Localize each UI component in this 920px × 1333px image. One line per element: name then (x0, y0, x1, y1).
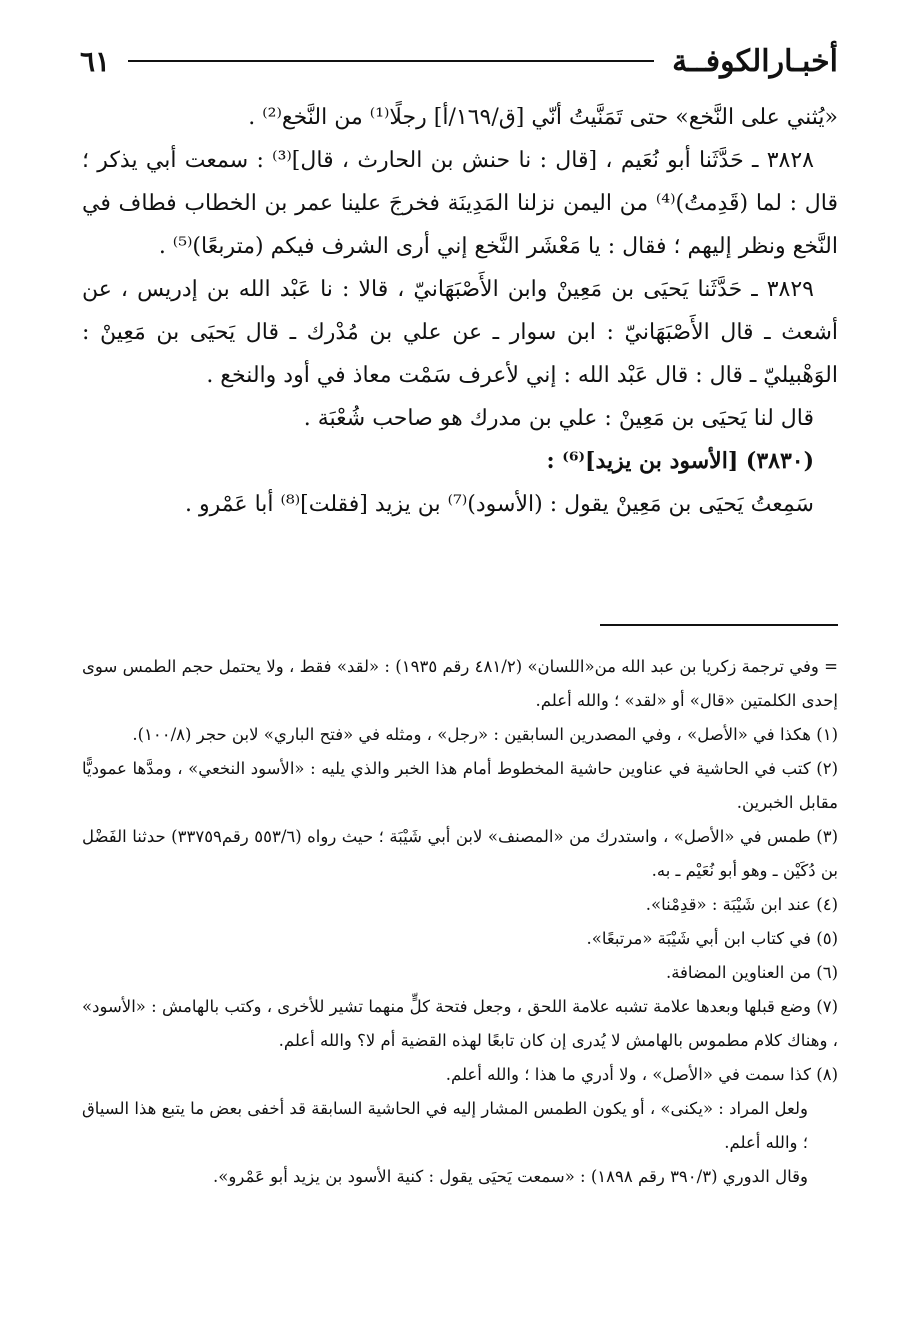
footnote: (٦) من العناوين المضافة. (665, 963, 838, 982)
footnote: (١) هكذا في «الأصل» ، وفي المصدرين السابقين : «رجل» ، ومثله في «فتح الباري» لابن حجر (١٠٠/٨). (132, 725, 838, 744)
footnote: (٧) وضع قبلها وبعدها علامة تشبه علامة اللحق ، وجعل فتحة كلٍّ منهما تشير للأخرى ، وكتب بالهامش : «الأسود» ، وهناك كلام مطموس بالهامش لا يُدرى إن كان تابعًا لهذه القضية أم لا؟ والله أعلم. (82, 997, 838, 1050)
hadith-3829: ٣٨٢٩ ـ حَدَّثَنا يَحيَى بن مَعِينْ وابن الأَصْبَهَانيّ ، قالا : نا عَبْد الله بن إدريس ، عن أشعث ـ قال الأَصْبَهَانيّ : ابن سوار ـ عن علي بن مُدْرك ـ قال يَحيَى بن مَعِينْ : الوَهْبيليّ ـ قال : قال عَبْد الله : إني لأعرف سَمْت معاذ في أود والنخع . (82, 277, 838, 388)
footnote-continuation: ولعل المراد : «يكنى» ، أو يكون الطمس المشار إليه في الحاشية السابقة قد أخفى بعض ما يتبع هذا السياق ؛ والله أعلم. (82, 1099, 808, 1152)
text-line: «يُثني على النَّخع» حتى تَمَنَّيتُ أنّي [ق/١٦٩/أ] رجلًا⁽¹⁾ من النَّخع⁽²⁾ . (248, 105, 838, 130)
section-heading: (٣٨٣٠) [الأسود بن يزيد]⁽⁶⁾ : (546, 448, 814, 474)
page-number: ٦١ (80, 44, 111, 78)
running-title: أخبـارالكوفــة (672, 43, 838, 79)
text-line: قال لنا يَحيَى بن مَعِينْ : علي بن مدرك هو صاحب شُعْبَة . (303, 406, 814, 431)
page-header (80, 38, 838, 84)
footnote: (٨) كذا سمت في «الأصل» ، ولا أدري ما هذا ؛ والله أعلم. (445, 1065, 838, 1084)
footnote: (٢) كتب في الحاشية في عناوين حاشية المخطوط أمام هذا الخبر والذي يليه : «الأسود النخعي» ، ومدَّها عموديًّا مقابل الخبرين. (82, 759, 838, 812)
footnote-continuation: = وفي ترجمة زكريا بن عبد الله من«اللسان» (٤٨١/٢ رقم ١٩٣٥) : «لقد» فقط ، ولا يحتمل حجم الطمس سوى إحدى الكلمتين «قال» أو «لقد» ؛ والله أعلم. (82, 657, 838, 710)
text-line: سَمِعتُ يَحيَى بن مَعِينْ يقول : (الأسود)⁽⁷⁾ بن يزيد [فقلت]⁽⁸⁾ أبا عَمْرو . (184, 492, 814, 517)
main-text (82, 96, 838, 526)
footnotes (82, 650, 838, 1194)
footnote-continuation: وقال الدوري (٣٩٠/٣ رقم ١٨٩٨) : «سمعت يَحيَى يقول : كنية الأسود بن يزيد أبو عَمْرو». (213, 1167, 808, 1186)
footnote: (٤) عند ابن شَيْبَة : «قدِمْنا». (645, 895, 838, 914)
footnote-separator (600, 624, 838, 626)
hadith-3828: ٣٨٢٨ ـ حَدَّثَنا أبو نُعَيم ، [قال : نا حنش بن الحارث ، قال]⁽³⁾ : سمعت أبي يذكر ؛ قال : لما (قَدِمتُ)⁽⁴⁾ من اليمن نزلنا المَدِينَة فخرجَ علينا عمر بن الخطاب فطاف في النَّخع ونظر إليهم ؛ فقال : يا مَعْشَر النَّخع إني أرى الشرف فيكم (متربعًا)⁽⁵⁾ . (82, 148, 838, 259)
footnote: (٥) في كتاب ابن أبي شَيْبَة «مرتبعًا». (586, 929, 838, 948)
footnote: (٣) طمس في «الأصل» ، واستدرك من «المصنف» لابن أبي شَيْبَة ؛ حيث رواه (٥٥٣/٦ رقم٣٣٧٥٩) حدثنا الفَضْل بن دُكَيْن ـ وهو أبو نُعَيْم ـ به. (82, 827, 838, 880)
header-rule (128, 60, 654, 62)
